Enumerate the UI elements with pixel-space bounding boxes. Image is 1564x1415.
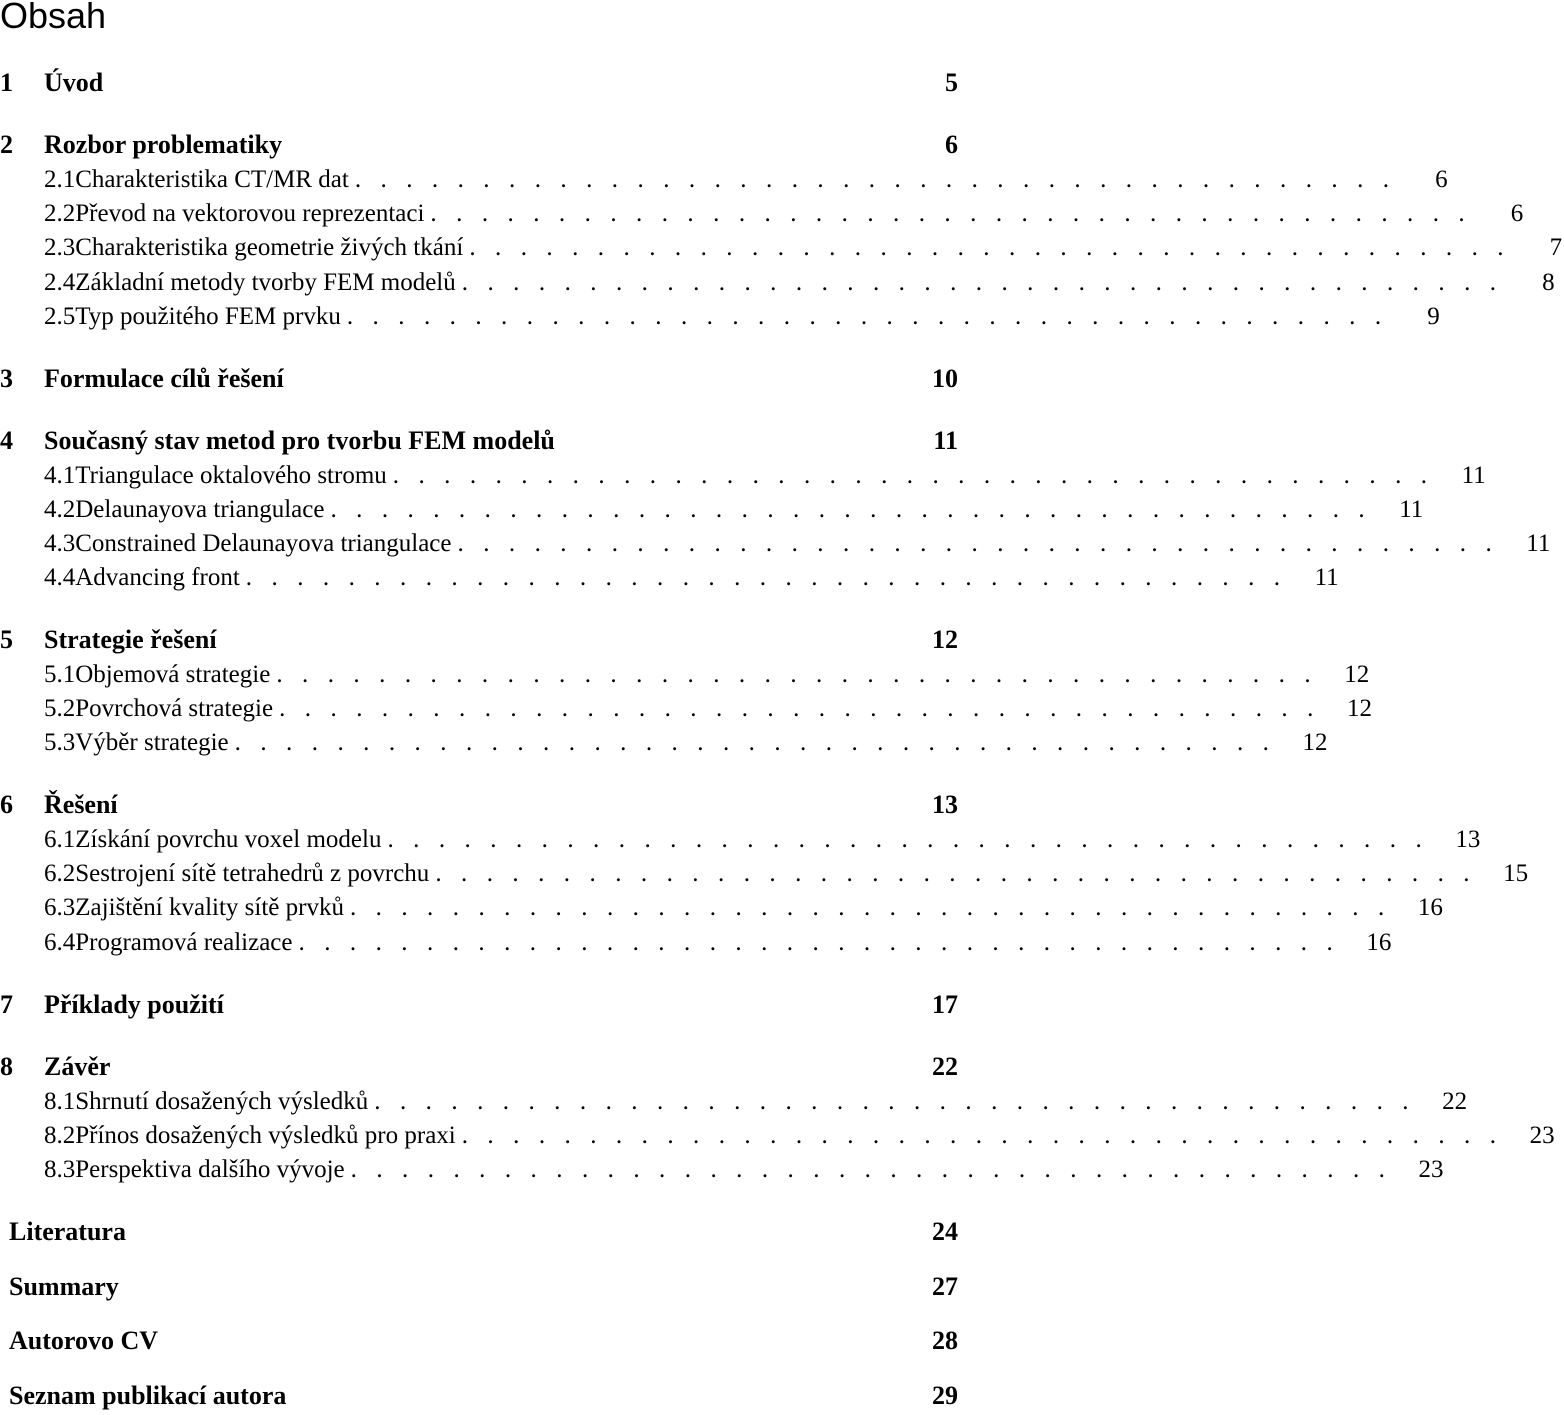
section-number: 2.4 [44,269,76,296]
toc-section-6-1[interactable] [0,824,1481,856]
page-number: 29 [932,1381,958,1410]
chapter-title: Literatura [9,1217,126,1246]
page-number: 6 [1510,200,1524,227]
toc-chapter-2[interactable] [0,129,960,161]
page-number: 23 [1418,1156,1444,1183]
chapter-title: Příklady použití [44,990,224,1019]
toc-section-2-5[interactable] [0,301,1440,333]
toc-section-8-2[interactable] [0,1120,1555,1152]
toc-section-6-2[interactable] [0,858,1529,890]
section-title: Získání povrchu voxel modelu [75,826,382,853]
section-title: Typ použitého FEM prvku [75,303,341,330]
dot-leader: . . . . . . . . . . . . . . . . . . . . . . . . . . . . . . . . . . . . . . . . . [276,661,1318,688]
section-title: Constrained Delaunayova triangulace [75,530,452,557]
chapter-title: Závěr [44,1052,111,1081]
dot-leader: . . . . . . . . . . . . . . . . . . . . . . . . . . . . . . . . . . . . . . . . . [354,166,1396,193]
dot-leader: . . . . . . . . . . . . . . . . . . . . . . . . . . . . . . . . . . . . . . . . . [234,729,1276,756]
toc-section-8-1[interactable] [0,1086,1468,1118]
page-number: 22 [932,1052,958,1081]
page-number: 12 [932,625,958,654]
toc-chapter-5[interactable] [0,624,960,656]
section-number: 4.1 [44,462,76,489]
toc-literatura[interactable] [0,1216,960,1248]
dot-leader: . . . . . . . . . . . . . . . . . . . . . . . . . . . . . . . . . . . . . . . . . [430,200,1472,227]
toc-section-4-1[interactable] [0,460,1486,492]
toc-section-6-4[interactable] [0,927,1392,959]
page-number: 6 [1435,166,1448,193]
section-number: 4.3 [44,530,76,557]
section-number: 5.2 [44,695,76,722]
dot-leader: . . . . . . . . . . . . . . . . . . . . . . . . . . . . . . . . . . . . . . . . . [245,564,1287,591]
chapter-title: Úvod [44,68,104,97]
chapter-number: 1 [0,68,13,97]
section-number: 5.3 [44,729,76,756]
page-number: 11 [1461,462,1486,489]
page-number: 28 [932,1326,958,1355]
page-number: 22 [1442,1088,1468,1115]
page-number: 10 [932,364,958,393]
chapter-title: Seznam publikací autora [9,1381,287,1410]
toc-section-2-2[interactable] [0,198,1524,230]
chapter-title: Současný stav metod pro tvorbu FEM modelů [44,426,555,455]
section-title: Advancing front [75,564,240,591]
toc-chapter-3[interactable] [0,363,960,395]
page-number: 12 [1346,695,1372,722]
toc-section-4-3[interactable] [0,528,1551,560]
page-number: 24 [932,1217,958,1246]
page-number: 5 [945,68,958,97]
dot-leader: . . . . . . . . . . . . . . . . . . . . . . . . . . . . . . . . . . . . . . . . . [469,234,1511,261]
chapter-title: Řešení [44,790,118,819]
section-title: Výběr strategie [75,729,229,756]
dot-leader: . . . . . . . . . . . . . . . . . . . . . . . . . . . . . . . . . . . . . . . . . [392,462,1434,489]
toc-section-5-3[interactable] [0,727,1328,759]
section-number: 8.3 [44,1156,76,1183]
page-number: 13 [1455,826,1481,853]
section-title: Perspektiva dalšího vývoje [75,1156,345,1183]
toc-chapter-4[interactable] [0,425,960,457]
page-title: Obsah [0,0,107,36]
page-number: 15 [1503,860,1529,887]
chapter-number: 6 [0,790,13,819]
dot-leader: . . . . . . . . . . . . . . . . . . . . . . . . . . . . . . . . . . . . . . . . . [435,860,1477,887]
chapter-number: 5 [0,625,13,654]
page-number: 16 [1366,929,1392,956]
toc-section-2-1[interactable] [0,164,1448,196]
chapter-number: 7 [0,990,13,1019]
section-number: 6.1 [44,826,76,853]
toc-section-2-3[interactable] [0,232,1563,264]
section-number: 2.3 [44,234,76,261]
toc-section-5-2[interactable] [0,693,1372,725]
toc-autorovo-cv[interactable] [0,1325,960,1357]
page-number: 9 [1427,303,1440,330]
chapter-title: Autorovo CV [9,1326,159,1355]
dot-leader: . . . . . . . . . . . . . . . . . . . . . . . . . . . . . . . . . . . . . . . . . [461,1122,1503,1149]
page-number: 11 [1314,564,1339,591]
section-number: 6.2 [44,860,76,887]
toc-chapter-7[interactable] [0,989,960,1021]
section-title: Sestrojení sítě tetrahedrů z povrchu [75,860,430,887]
toc-chapter-1[interactable] [0,67,960,99]
section-number: 6.3 [44,894,76,921]
toc-section-5-1[interactable] [0,659,1370,691]
section-number: 4.4 [44,564,76,591]
toc-section-4-2[interactable] [0,494,1424,526]
chapter-number: 8 [0,1052,13,1081]
dot-leader: . . . . . . . . . . . . . . . . . . . . . . . . . . . . . . . . . . . . . . . . . [387,826,1429,853]
chapter-title: Strategie řešení [44,625,217,654]
chapter-number: 2 [0,130,13,159]
toc-summary[interactable] [0,1271,960,1303]
dot-leader: . . . . . . . . . . . . . . . . . . . . . . . . . . . . . . . . . . . . . . . . . [349,894,1391,921]
page-number: 17 [932,990,958,1019]
section-title: Přínos dosažených výsledků pro praxi [75,1122,456,1149]
page-number: 8 [1542,269,1555,296]
section-title: Zajištění kvality sítě prvků [75,894,344,921]
dot-leader: . . . . . . . . . . . . . . . . . . . . . . . . . . . . . . . . . . . . . . . . . [457,530,1499,557]
page-number: 7 [1549,234,1563,261]
section-number: 4.2 [44,496,76,523]
section-title: Shrnutí dosažených výsledků [75,1088,369,1115]
chapter-title: Formulace cílů řešení [44,364,284,393]
section-title: Základní metody tvorby FEM modelů [75,269,456,296]
chapter-title: Rozbor problematiky [44,130,283,159]
section-number: 2.1 [44,166,76,193]
page-number: 16 [1417,894,1443,921]
dot-leader: . . . . . . . . . . . . . . . . . . . . . . . . . . . . . . . . . . . . . . . . . [350,1156,1392,1183]
section-title: Povrchová strategie [75,695,274,722]
chapter-number: 4 [0,426,13,455]
dot-leader: . . . . . . . . . . . . . . . . . . . . . . . . . . . . . . . . . . . . . . . . . [298,929,1340,956]
section-title: Programová realizace [75,929,293,956]
section-number: 6.4 [44,929,76,956]
section-number: 5.1 [44,661,76,688]
toc-chapter-6[interactable] [0,789,960,821]
section-title: Delaunayova triangulace [75,496,325,523]
section-title: Charakteristika geometrie živých tkání [75,234,464,261]
chapter-number: 3 [0,364,13,393]
toc-section-2-4[interactable] [0,267,1555,299]
page-number: 11 [933,426,958,455]
section-number: 2.2 [44,200,76,227]
toc-chapter-8[interactable] [0,1051,960,1083]
dot-leader: . . . . . . . . . . . . . . . . . . . . . . . . . . . . . . . . . . . . . . . . . [279,695,1320,722]
section-number: 8.1 [44,1088,76,1115]
section-number: 2.5 [44,303,76,330]
dot-leader: . . . . . . . . . . . . . . . . . . . . . . . . . . . . . . . . . . . . . . . . . [374,1088,1416,1115]
page-number: 11 [1526,530,1551,557]
page-number: 6 [945,130,958,159]
section-title: Charakteristika CT/MR dat [75,166,349,193]
section-title: Triangulace oktalového stromu [75,462,387,489]
dot-leader: . . . . . . . . . . . . . . . . . . . . . . . . . . . . . . . . . . . . . . . . . [330,496,1372,523]
section-number: 8.2 [44,1122,76,1149]
section-title: Objemová strategie [75,661,271,688]
dot-leader: . . . . . . . . . . . . . . . . . . . . . . . . . . . . . . . . . . . . . . . . . [346,303,1388,330]
page-number: 12 [1344,661,1370,688]
chapter-title: Summary [9,1272,119,1301]
toc-section-8-3[interactable] [0,1154,1444,1186]
toc-section-6-3[interactable] [0,892,1443,924]
page-number: 27 [932,1272,958,1301]
page-number: 11 [1399,496,1424,523]
toc-seznam-publikaci[interactable] [0,1380,960,1412]
page-number: 13 [932,790,958,819]
dot-leader: . . . . . . . . . . . . . . . . . . . . . . . . . . . . . . . . . . . . . . . . . [461,269,1503,296]
page-number: 12 [1302,729,1328,756]
section-title: Převod na vektorovou reprezentaci [75,200,425,227]
page-number: 23 [1529,1122,1555,1149]
toc-section-4-4[interactable] [0,562,1339,594]
